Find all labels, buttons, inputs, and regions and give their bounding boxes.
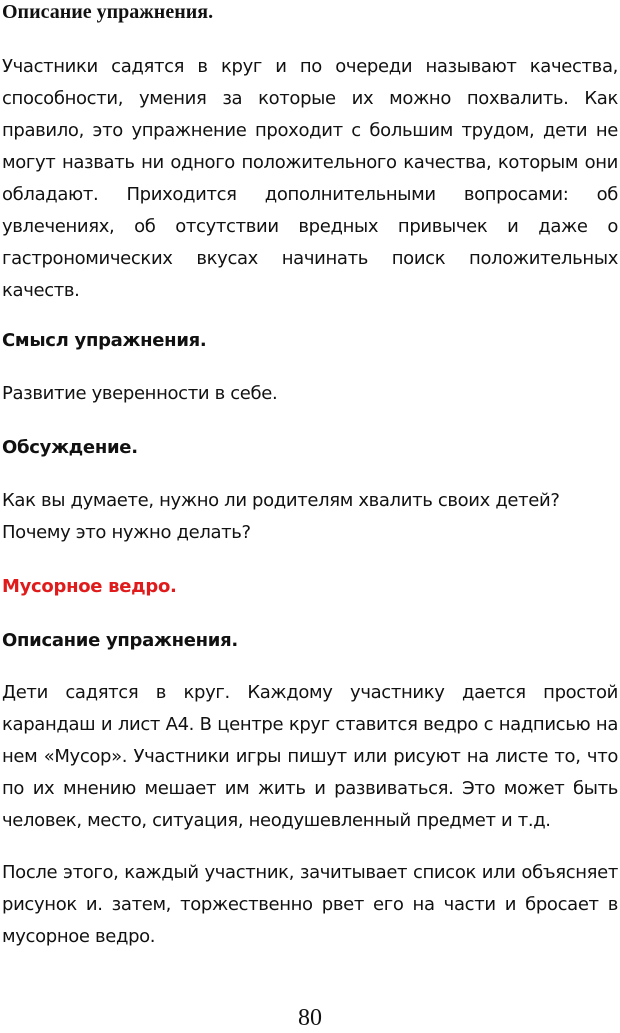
section-heading-description-2: Описание упражнения.	[2, 630, 238, 651]
description-paragraph: Участники садятся в круг и по очереди называют качества, способности, умения за которые их можно похвалить. Как правило, это упражнение проходит с большим трудом, дети не могут назвать ни одного положительного качества, которым они обладают. Приходится дополнительными вопросами: об увлечениях, об отсутствии вредных привычек и даже о гастрономических вкусах начинать поиск положительных качеств.	[2, 56, 618, 301]
section-heading-meaning: Смысл упражнения.	[2, 330, 207, 351]
description-paragraph-3: После этого, каждый участник, зачитывает список или объясняет рисунок и. затем, торжественно рвет его на части и бросает в мусорное ведро.	[2, 862, 618, 947]
discussion-line-1: Как вы думаете, нужно ли родителям хвалить своих детей?	[2, 490, 560, 511]
exercise-title: Мусорное ведро.	[2, 576, 177, 597]
meaning-paragraph: Развитие уверенности в себе.	[2, 383, 278, 404]
section-heading-discussion: Обсуждение.	[2, 437, 138, 458]
page-number: 80	[298, 1005, 322, 1031]
description-paragraph-2: Дети садятся в круг. Каждому участнику дается простой карандаш и лист А4. В центре круг ставится ведро с надписью на нем «Мусор». Участники игры пишут или рисуют на листе то, что по их мнению мешает им жить и развиваться. Это может быть человек, место, ситуация, неодушевленный предмет и т.д.	[2, 682, 618, 831]
discussion-line-2: Почему это нужно делать?	[2, 522, 251, 543]
section-heading-description: Описание упражнения.	[2, 1, 214, 23]
